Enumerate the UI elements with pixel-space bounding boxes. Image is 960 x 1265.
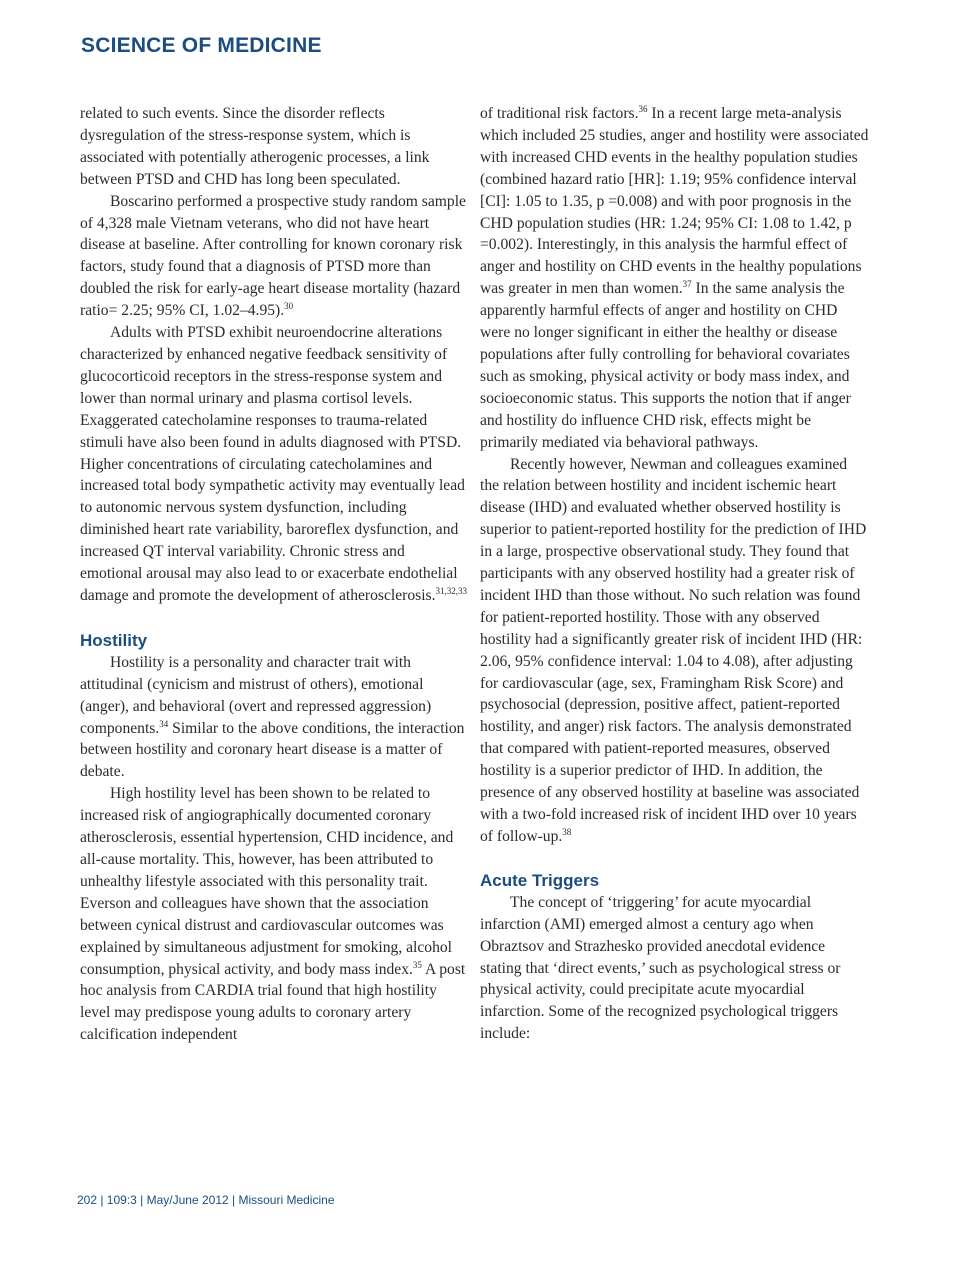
heading-acute-triggers: Acute Triggers bbox=[480, 870, 600, 890]
citation-ref: 34 bbox=[159, 718, 169, 729]
paragraph-meta-analysis: of traditional risk factors.$^{36}$ In a recent large meta-analysis which included 25 studies, anger and hostility were associated with increased CHD events in the healthy population studies (combined hazard ratio [HR]: 1.19; 95% confidence interval [CI]: 1.05 to 1.35, p =0.008) and with poor prognosis in the CHD population studies (HR: 1.24; 95% CI: 1.08 to 1.42, p =0.002). Interestingly, in this analysis the harmful effect of anger and hostility on CHD events in the healthy populations was greater in men than women.$^{37}$ In the same analysis the apparently harmful effects of anger and hostility on CHD were no longer significant in either the healthy or disease populations after fully controlling for behavioral covariates such as smoking, physical activity or body mass index, and socioeconomic status. This supports the notion that if anger and hostility do influence CHD risk, effects might be primarily mediated via behavioral pathways. bbox=[480, 103, 869, 451]
paragraph-ptsd-link: related to such events. Since the disorder reflects dysregulation of the stress-response system, which is associated with potentially atherogenic processes, a link between PTSD and CHD has long been speculated. bbox=[80, 105, 430, 188]
citation-ref: 37 bbox=[682, 279, 692, 290]
paragraph-boscarino-study: Boscarino performed a prospective study random sample of 4,328 male Vietnam veterans, who did not have heart disease at baseline. After controlling for known coronary risk factors, study found that a diagnosis of PTSD more than doubled the risk for early-age heart disease mortality (hazard ratio= 2.25; 95% CI, 1.02–4.95).$^{30}$ bbox=[80, 192, 466, 320]
paragraph-hostility-definition: Hostility is a personality and character trait with attitudinal (cynicism and mistrust of others), emotional (anger), and behavioral (overt and repressed aggression) components.$^{34}$ Similar to the above conditions, the interaction between hostility and coronary heart disease is a matter of debate. bbox=[80, 653, 465, 781]
paragraph-triggering-concept: The concept of ‘triggering’ for acute myocardial infarction (AMI) emerged almost a century ago when Obraztsov and Strazhesko provided anecdotal evidence stating that ‘direct events,’ such as psychological stress or physical activity, could precipitate acute myocardial infarction. Some of the recognized psychological triggers include: bbox=[480, 893, 841, 1043]
citation-ref: 30 bbox=[284, 300, 294, 311]
citation-ref: 35 bbox=[412, 959, 422, 970]
left-column bbox=[80, 103, 470, 1046]
paragraph-neuroendocrine: Adults with PTSD exhibit neuroendocrine alterations characterized by enhanced negative feedback sensitivity of glucocorticoid receptors in the stress-response system and lower than normal urinary and plasma cortisol levels. Exaggerated catecholamine responses to trauma-related stimuli have also been found in adults diagnosed with PTSD. Higher concentrations of circulating catecholamines and increased total body sympathetic activity may eventually lead to autonomic nervous system dysfunction, including diminished heart rate variability, baroreflex dysfunction, and increased QT interval variability. Chronic stress and emotional arousal may also lead to or exacerbate endothelial damage and promote the development of atherosclerosis.$^{31,32,33}$ bbox=[80, 324, 468, 604]
citation-ref: 36 bbox=[638, 103, 648, 114]
section-title: SCIENCE OF MEDICINE bbox=[81, 34, 322, 57]
heading-hostility: Hostility bbox=[80, 630, 148, 650]
page-footer: 202 | 109:3 | May/June 2012 | Missouri Medicine bbox=[77, 1193, 335, 1207]
citation-ref: 31,32,33 bbox=[435, 585, 468, 596]
citation-ref: 38 bbox=[562, 826, 572, 837]
paragraph-newman-study: Recently however, Newman and colleagues examined the relation between hostility and incident ischemic heart disease (IHD) and evaluated whether observed hostility is superior to patient-reported hostility for the prediction of IHD in a large, prospective observational study. They found that participants with any observed hostility had a greater risk of incident IHD than those without. No such relation was found for patient-reported hostility. Those with any observed hostility had a significantly greater risk of incident IHD (HR: 2.06, 95% confidence interval: 1.04 to 4.08), after adjusting for cardiovascular (age, sex, Framingham Risk Score) and psychosocial (depression, positive affect, patient-reported hostility, and anger) risk factors. The analysis demonstrated that compared with patient-reported measures, observed hostility is a superior predictor of IHD. In addition, the presence of any observed hostility at baseline was associated with a two-fold increased risk of incident IHD over 10 years of follow-up.$^{38}$ bbox=[480, 455, 867, 845]
right-column bbox=[480, 103, 870, 1045]
paragraph-hostility-risk: High hostility level has been shown to be related to increased risk of angiographically documented coronary atherosclerosis, essential hypertension, CHD incidence, and all-cause mortality. This, however, has been attributed to unhealthy lifestyle associated with this personality trait. Everson and colleagues have shown that the association between cynical distrust and cardiovascular outcomes was explained by simultaneous adjustment for smoking, alcohol consumption, physical activity, and body mass index.$^{35}$ A post hoc analysis from CARDIA trial found that high hostility level may predispose young adults to coronary artery calcification independent bbox=[80, 785, 466, 1044]
